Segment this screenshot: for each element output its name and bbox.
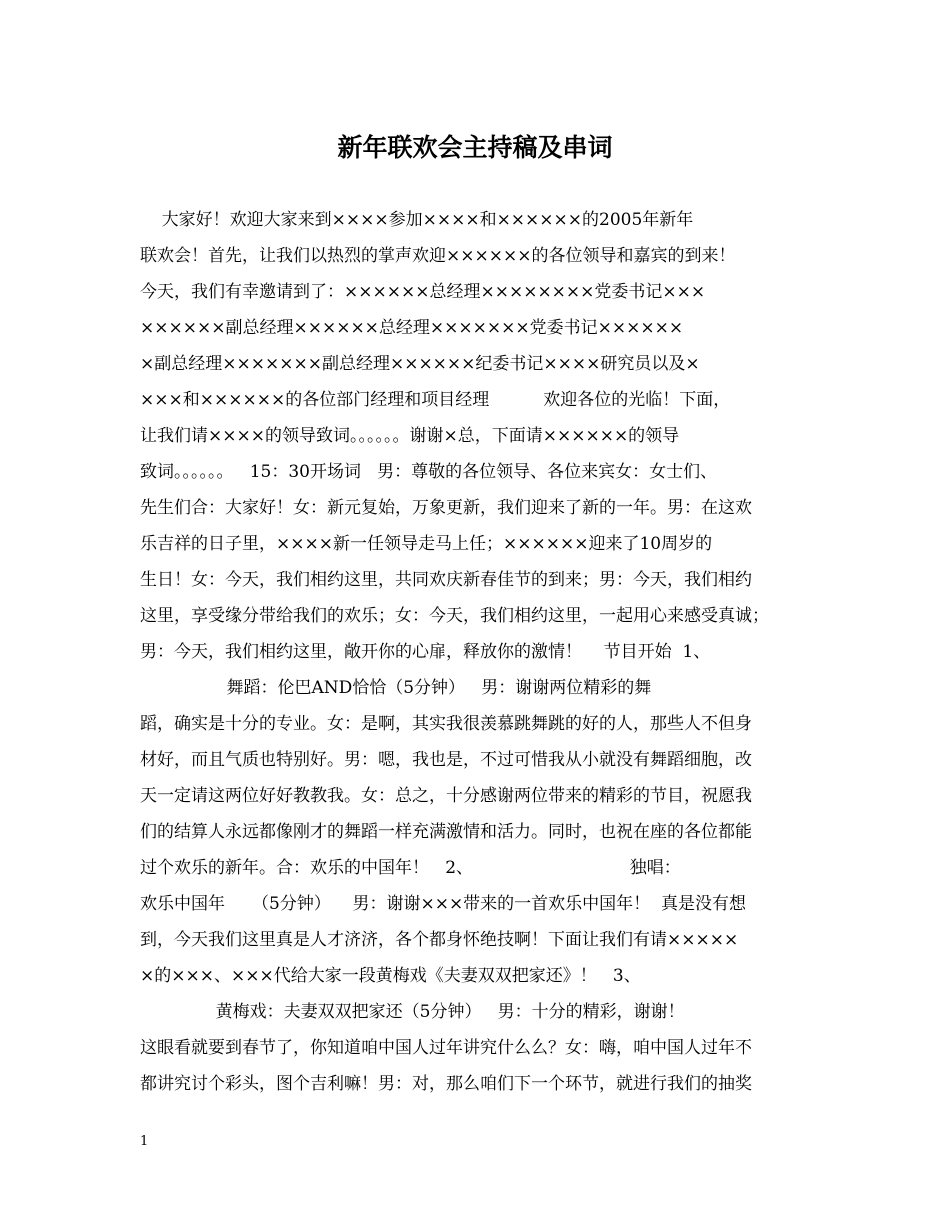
text-line: ×的×××、×××代给大家一段黄梅戏《夫妻双双把家还》！ 3、 xyxy=(140,966,641,986)
text-line: ×副总经理×××××××副总经理××××××纪委书记××××研究员以及× xyxy=(140,354,700,374)
text-line: 生日！女：今天，我们相约这里，共同欢庆新春佳节的到来；男：今天，我们相约 xyxy=(140,570,752,590)
text-line: 致词。。。。。。 15：30开场词 男：尊敬的各位领导、各位来宾女：女士们、 xyxy=(140,462,718,482)
text-line: 舞蹈：伦巴AND恰恰（5分钟） 男：谢谢两位精彩的舞 xyxy=(140,678,652,698)
document-title: 新年联欢会主持稿及串词 xyxy=(337,133,613,162)
text-line: 大家好！欢迎大家来到××××参加××××和××××××的2005年新年 xyxy=(140,210,694,230)
text-line: 过个欢乐的新年。合：欢乐的中国年！ 2、 独唱： xyxy=(140,858,681,878)
text-line: 黄梅戏：夫妻双双把家还（5分钟） 男：十分的精彩，谢谢！ xyxy=(140,1002,685,1022)
text-line: 让我们请××××的领导致词。。。。。。谢谢×总，下面请××××××的领导 xyxy=(140,426,680,446)
text-line: 乐吉祥的日子里，××××新一任领导走马上任；××××××迎来了10周岁的 xyxy=(140,534,713,554)
text-line: 欢乐中国年 （5分钟） 男：谢谢×××带来的一首欢乐中国年！ 真是没有想 xyxy=(140,894,746,914)
text-line: 材好，而且气质也特别好。男：嗯，我也是，不过可惜我从小就没有舞蹈细胞，改 xyxy=(140,750,752,770)
text-line: 今天，我们有幸邀请到了：××××××总经理××××××××党委书记××× xyxy=(140,282,706,302)
text-line: 男：今天，我们相约这里，敞开你的心扉，释放你的激情！ 节目开始 1、 xyxy=(140,642,711,662)
text-line: 这眼看就要到春节了，你知道咱中国人过年讲究什么么？女：嗨，咱中国人过年不 xyxy=(140,1038,752,1058)
text-line: ×××和××××××的各位部门经理和项目经理 欢迎各位的光临！下面， xyxy=(140,390,731,410)
text-line: ××××××副总经理××××××总经理×××××××党委书记×××××× xyxy=(140,318,684,338)
text-line: 们的结算人永远都像刚才的舞蹈一样充满激情和活力。同时，也祝在座的各位都能 xyxy=(140,822,752,842)
text-line: 这里，享受缘分带给我们的欢乐；女：今天，我们相约这里，一起用心来感受真诚； xyxy=(140,606,769,626)
text-line: 天一定请这两位好好教教我。女：总之，十分感谢两位带来的精彩的节目，祝愿我 xyxy=(140,786,752,806)
body-text xyxy=(140,202,822,1102)
text-line: 联欢会！首先，让我们以热烈的掌声欢迎××××××的各位领导和嘉宾的到来！ xyxy=(140,246,736,266)
text-line: 到，今天我们这里真是人才济济，各个都身怀绝技啊！下面让我们有请××××× xyxy=(140,930,739,950)
text-line: 先生们合：大家好！女：新元复始，万象更新，我们迎来了新的一年。男：在这欢 xyxy=(140,498,752,518)
page-number: 1 xyxy=(140,1134,149,1149)
text-line: 都讲究讨个彩头，图个吉利嘛！男：对，那么咱们下一个环节，就进行我们的抽奖 xyxy=(140,1074,752,1094)
text-line: 蹈，确实是十分的专业。女：是啊，其实我很羡慕跳舞跳的好的人，那些人不但身 xyxy=(140,714,752,734)
